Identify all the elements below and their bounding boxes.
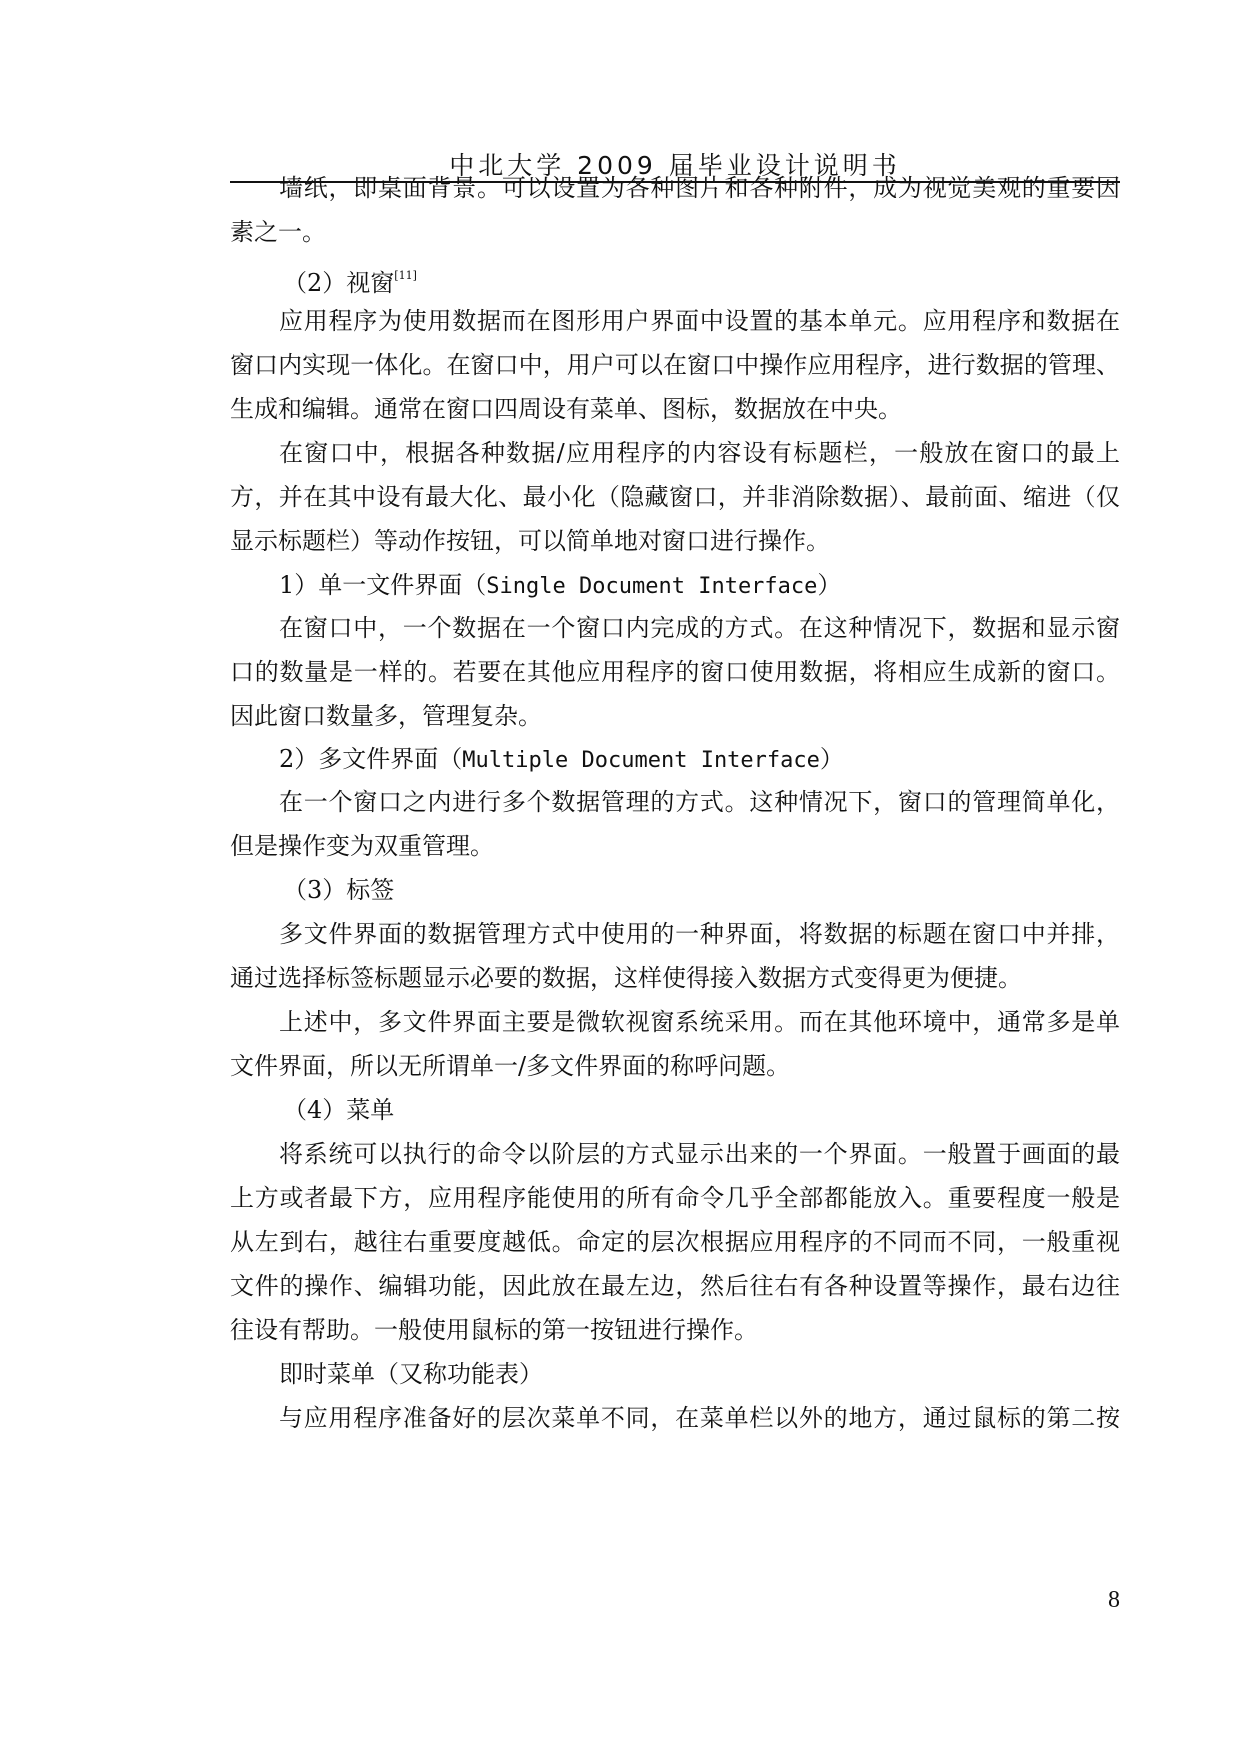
body-line: 口的数量是一样的。若要在其他应用程序的窗口使用数据，将相应生成新的窗口。 bbox=[230, 658, 1120, 686]
body-line: 文件界面，所以无所谓单一/多文件界面的称呼问题。 bbox=[230, 1052, 791, 1080]
body-line: 通过选择标签标题显示必要的数据，这样使得接入数据方式变得更为便捷。 bbox=[230, 964, 1022, 992]
subsection-heading-text: 1）单一文件界面（ bbox=[279, 571, 487, 599]
section-heading: （4）菜单 bbox=[283, 1096, 395, 1124]
body-line: 往设有帮助。一般使用鼠标的第一按钮进行操作。 bbox=[230, 1316, 758, 1344]
body-line: 但是操作变为双重管理。 bbox=[230, 832, 494, 860]
body-line: 因此窗口数量多，管理复杂。 bbox=[230, 702, 542, 730]
body-line: 生成和编辑。通常在窗口四周设有菜单、图标，数据放在中央。 bbox=[230, 395, 902, 423]
section-heading: （3）标签 bbox=[283, 876, 395, 904]
section-heading-text: （2）视窗 bbox=[283, 269, 395, 297]
subsection-heading-term: Single Document Interface bbox=[486, 574, 818, 599]
body-line: 在窗口中，一个数据在一个窗口内完成的方式。在这种情况下，数据和显示窗 bbox=[279, 614, 1120, 642]
subsection-heading-close: ） bbox=[819, 745, 844, 773]
body-line: 与应用程序准备好的层次菜单不同，在菜单栏以外的地方，通过鼠标的第二按 bbox=[279, 1404, 1120, 1432]
body-line: 在窗口中，根据各种数据/应用程序的内容设有标题栏，一般放在窗口的最上 bbox=[279, 439, 1120, 467]
body-line: 在一个窗口之内进行多个数据管理的方式。这种情况下，窗口的管理简单化， bbox=[279, 788, 1120, 816]
body-line: 多文件界面的数据管理方式中使用的一种界面，将数据的标题在窗口中并排， bbox=[279, 920, 1120, 948]
subsection-heading: 即时菜单（又称功能表） bbox=[279, 1360, 543, 1388]
running-header: 中北大学 2009 届毕业设计说明书 bbox=[449, 151, 901, 180]
body-line: 显示标题栏）等动作按钮，可以简单地对窗口进行操作。 bbox=[230, 527, 830, 555]
body-line: 窗口内实现一体化。在窗口中，用户可以在窗口中操作应用程序，进行数据的管理、 bbox=[230, 351, 1120, 379]
subsection-heading-close: ） bbox=[817, 571, 842, 599]
body-line: 上方或者最下方，应用程序能使用的所有命令几乎全部都能放入。重要程度一般是 bbox=[230, 1184, 1120, 1212]
body-line: 文件的操作、编辑功能，因此放在最左边，然后往右有各种设置等操作，最右边往 bbox=[230, 1272, 1120, 1300]
subsection-heading bbox=[279, 743, 844, 777]
body-line: 素之一。 bbox=[230, 218, 326, 246]
subsection-heading bbox=[279, 569, 841, 603]
page-number: 8 bbox=[1108, 1587, 1120, 1613]
section-heading bbox=[283, 260, 417, 299]
body-line: 上述中，多文件界面主要是微软视窗系统采用。而在其他环境中，通常多是单 bbox=[279, 1008, 1120, 1036]
subsection-heading-text: 2）多文件界面（ bbox=[279, 745, 463, 773]
citation-mark: [11] bbox=[394, 269, 417, 282]
body-line: 从左到右，越往右重要度越低。命定的层次根据应用程序的不同而不同，一般重视 bbox=[230, 1228, 1120, 1256]
body-line: 应用程序为使用数据而在图形用户界面中设置的基本单元。应用程序和数据在 bbox=[279, 307, 1120, 335]
body-line: 将系统可以执行的命令以阶层的方式显示出来的一个界面。一般置于画面的最 bbox=[279, 1140, 1120, 1168]
body-line: 墙纸，即桌面背景。可以设置为各种图片和各种附件，成为视觉美观的重要因 bbox=[279, 174, 1120, 202]
subsection-heading-term: Multiple Document Interface bbox=[462, 748, 820, 773]
body-line: 方，并在其中设有最大化、最小化（隐藏窗口，并非消除数据）、最前面、缩进（仅 bbox=[230, 483, 1120, 511]
